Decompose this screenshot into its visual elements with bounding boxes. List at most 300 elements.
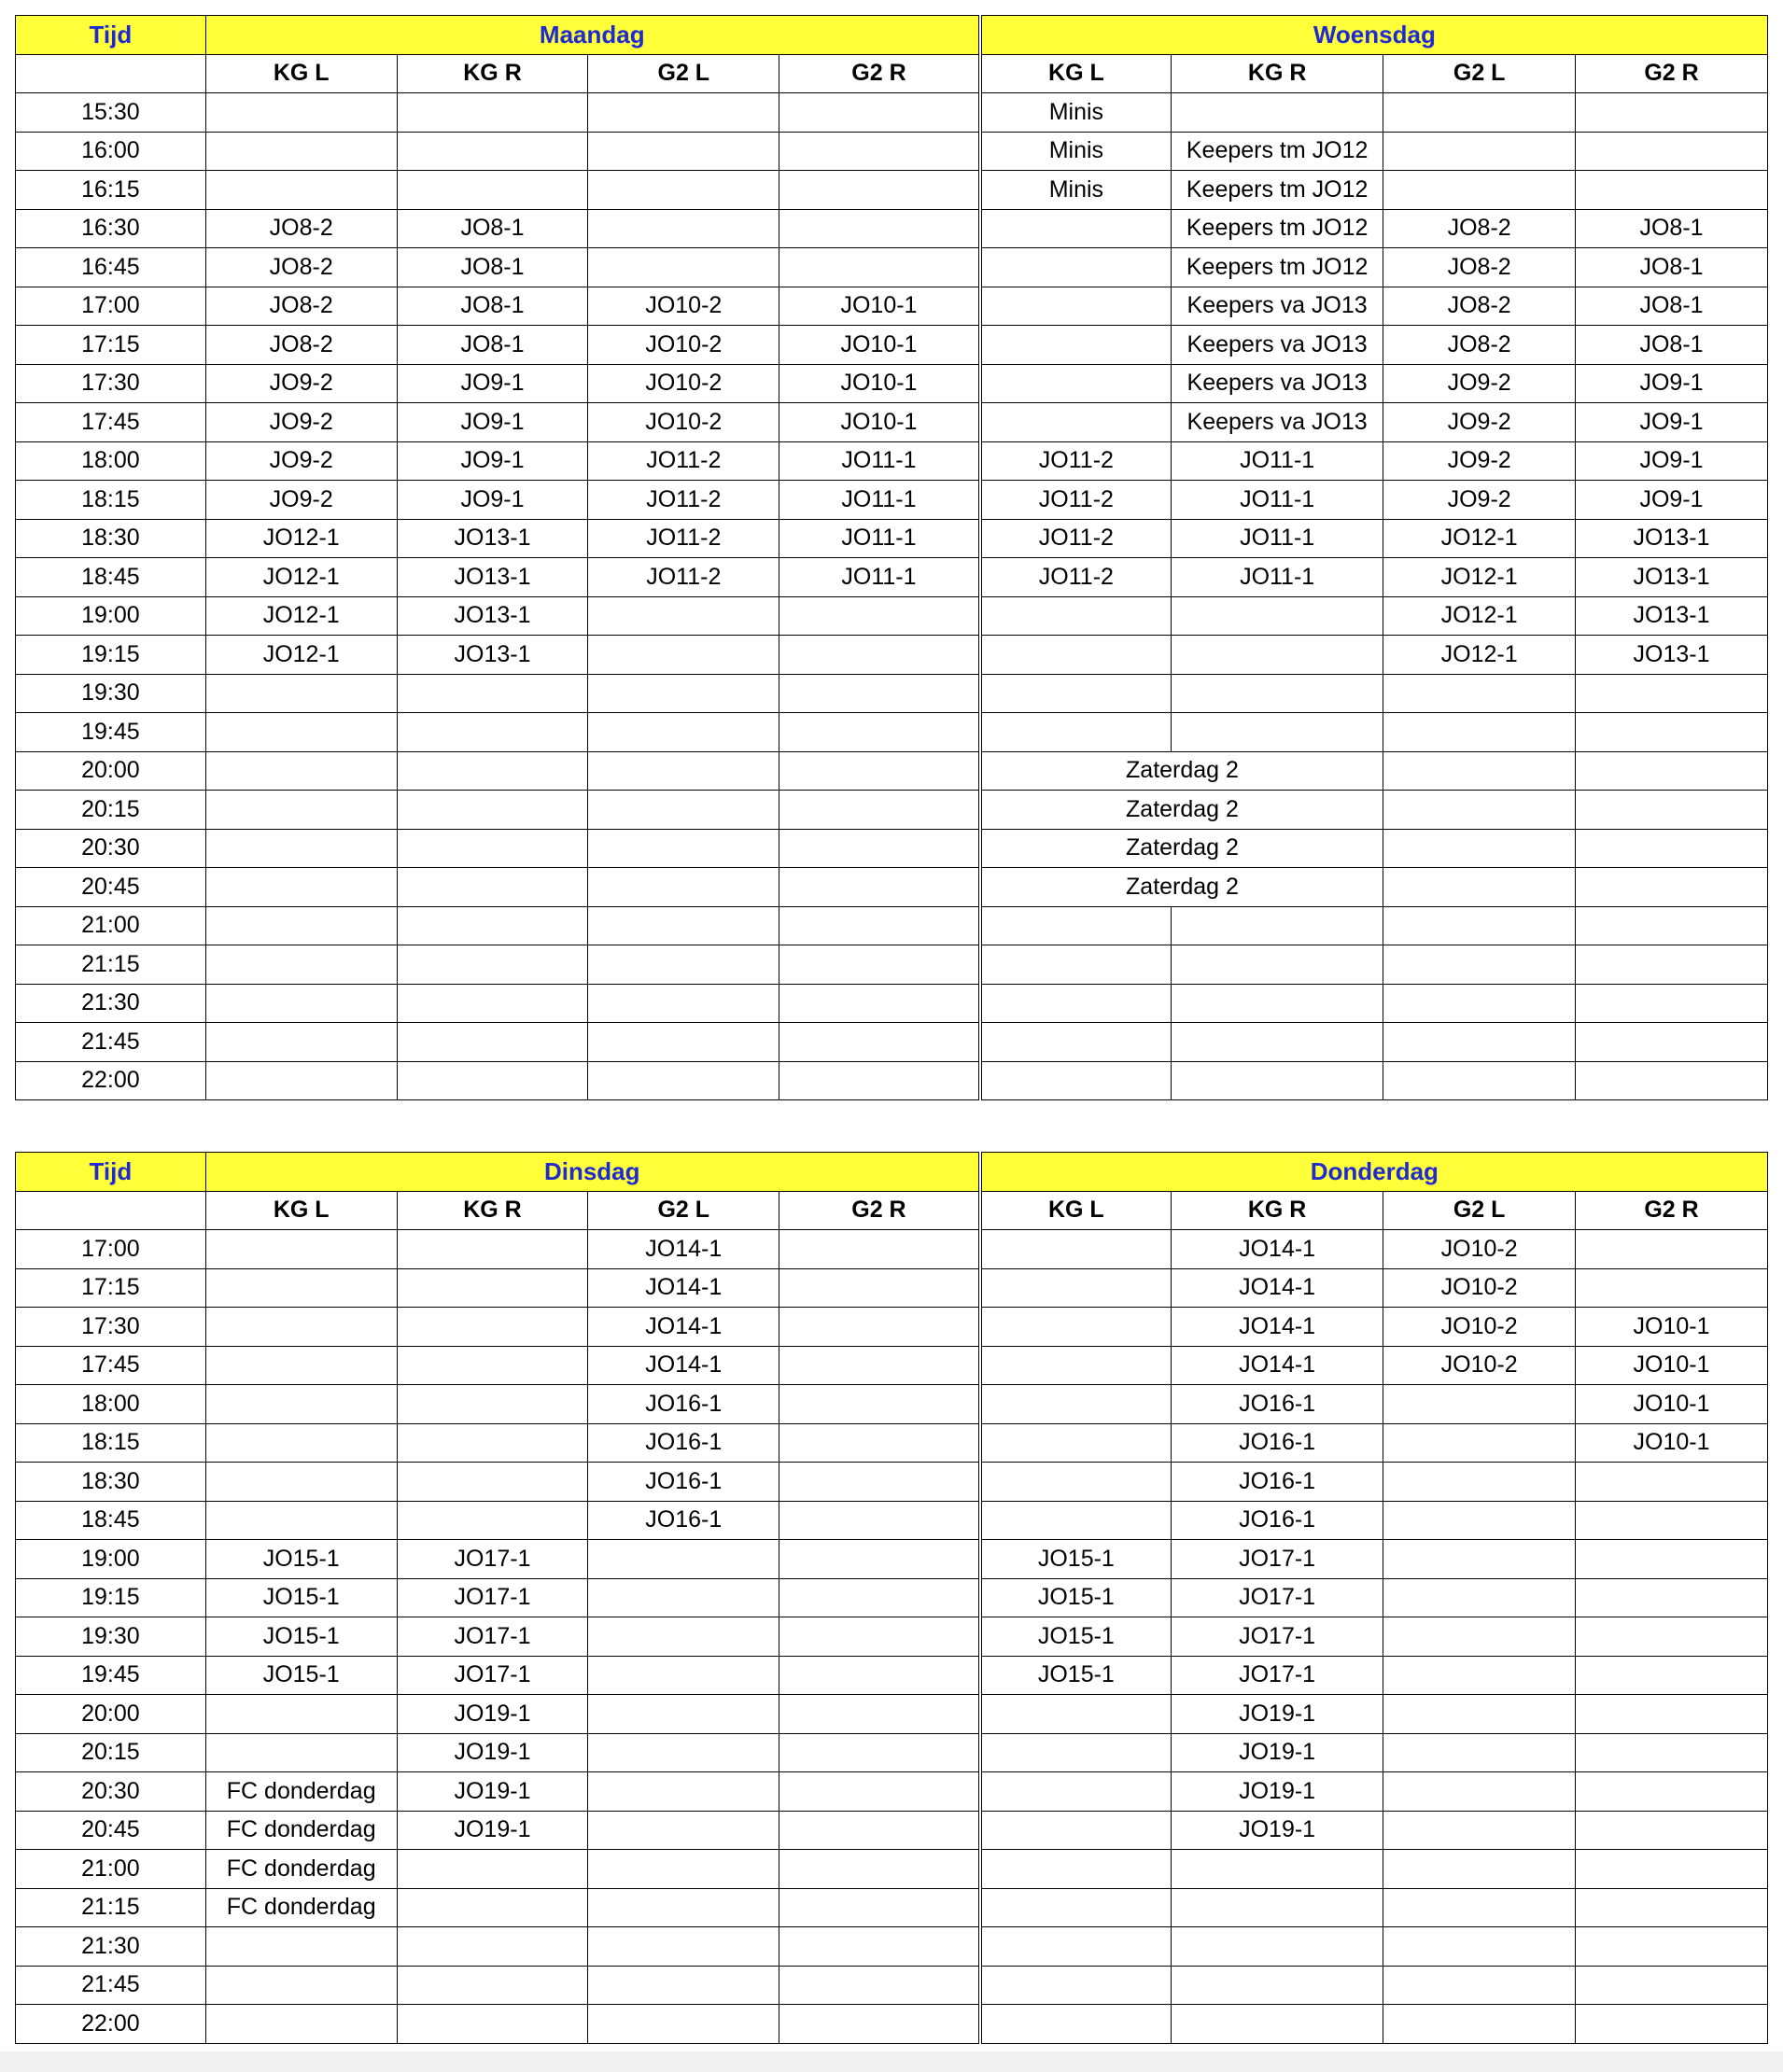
schedule-cell[interactable]: JO12-1 [205, 519, 397, 558]
schedule-cell[interactable]: JO11-2 [980, 441, 1172, 481]
schedule-cell[interactable] [779, 1927, 980, 1967]
schedule-cell[interactable]: JO19-1 [1171, 1811, 1383, 1850]
schedule-cell[interactable] [397, 1463, 588, 1502]
schedule-cell[interactable] [779, 906, 980, 945]
schedule-cell[interactable] [397, 2005, 588, 2044]
schedule-cell[interactable]: JO19-1 [1171, 1772, 1383, 1812]
schedule-cell[interactable] [1576, 945, 1768, 985]
schedule-cell[interactable] [980, 1230, 1172, 1269]
schedule-cell[interactable]: JO17-1 [397, 1656, 588, 1695]
schedule-cell[interactable]: Keepers tm JO12 [1172, 132, 1383, 171]
schedule-cell[interactable]: JO17-1 [397, 1578, 588, 1617]
time-cell[interactable]: 22:00 [16, 2005, 206, 2044]
time-cell[interactable]: 21:30 [16, 1927, 206, 1967]
schedule-cell[interactable] [779, 171, 980, 210]
schedule-cell[interactable] [588, 906, 779, 945]
schedule-cell[interactable]: JO9-1 [1576, 403, 1768, 442]
schedule-cell[interactable] [980, 1023, 1172, 1062]
schedule-cell[interactable]: JO8-2 [1383, 248, 1576, 287]
schedule-cell[interactable] [1576, 1772, 1768, 1812]
schedule-cell[interactable] [980, 364, 1172, 403]
schedule-cell[interactable]: FC donderdag [205, 1888, 397, 1927]
schedule-cell[interactable] [1576, 791, 1768, 830]
schedule-cell[interactable] [588, 829, 779, 868]
schedule-cell[interactable] [779, 984, 980, 1023]
schedule-cell[interactable]: Minis [980, 171, 1172, 210]
schedule-cell[interactable]: JO19-1 [397, 1695, 588, 1734]
time-cell[interactable]: 21:15 [16, 945, 206, 985]
schedule-cell[interactable]: Keepers tm JO12 [1172, 209, 1383, 248]
schedule-cell[interactable] [588, 1888, 779, 1927]
schedule-cell[interactable] [1383, 1463, 1576, 1502]
schedule-cell[interactable]: JO13-1 [397, 636, 588, 675]
time-cell[interactable]: 17:30 [16, 1308, 206, 1347]
time-cell[interactable]: 19:15 [16, 636, 206, 675]
schedule-cell[interactable]: JO13-1 [397, 596, 588, 636]
schedule-cell[interactable] [205, 713, 397, 752]
schedule-cell[interactable]: JO11-1 [779, 441, 980, 481]
schedule-cell[interactable]: JO10-1 [1576, 1308, 1768, 1347]
schedule-cell[interactable] [1576, 1695, 1768, 1734]
schedule-cell[interactable] [1383, 1385, 1576, 1424]
schedule-cell[interactable]: FC donderdag [205, 1850, 397, 1889]
schedule-cell[interactable] [588, 2005, 779, 2044]
schedule-cell[interactable] [980, 1772, 1172, 1812]
schedule-cell[interactable] [779, 1811, 980, 1850]
schedule-cell[interactable] [980, 1308, 1172, 1347]
schedule-cell[interactable]: Keepers va JO13 [1172, 364, 1383, 403]
day-header-right[interactable]: Donderdag [980, 1153, 1768, 1192]
schedule-cell[interactable] [1383, 713, 1576, 752]
schedule-cell[interactable]: Zaterdag 2 [980, 829, 1383, 868]
schedule-cell[interactable] [1576, 1811, 1768, 1850]
column-header-cell[interactable]: KG L [205, 1191, 397, 1230]
schedule-cell[interactable] [205, 868, 397, 907]
schedule-cell[interactable] [779, 1733, 980, 1772]
schedule-cell[interactable] [980, 326, 1172, 365]
schedule-cell[interactable] [1383, 2005, 1576, 2044]
schedule-cell[interactable] [397, 1501, 588, 1540]
schedule-cell[interactable] [397, 132, 588, 171]
schedule-cell[interactable]: JO11-1 [779, 519, 980, 558]
schedule-cell[interactable] [588, 1656, 779, 1695]
schedule-cell[interactable] [588, 751, 779, 791]
schedule-cell[interactable] [779, 93, 980, 133]
schedule-cell[interactable]: JO14-1 [588, 1268, 779, 1308]
schedule-cell[interactable] [779, 132, 980, 171]
schedule-cell[interactable]: JO10-2 [1383, 1230, 1576, 1269]
schedule-cell[interactable] [779, 1385, 980, 1424]
schedule-cell[interactable]: Keepers tm JO12 [1172, 248, 1383, 287]
schedule-cell[interactable] [205, 1308, 397, 1347]
schedule-cell[interactable] [1383, 1423, 1576, 1463]
schedule-cell[interactable] [779, 1656, 980, 1695]
schedule-cell[interactable] [205, 1695, 397, 1734]
schedule-cell[interactable] [205, 829, 397, 868]
schedule-cell[interactable]: JO12-1 [1383, 519, 1576, 558]
schedule-cell[interactable] [588, 1695, 779, 1734]
schedule-cell[interactable] [205, 132, 397, 171]
schedule-cell[interactable] [779, 1966, 980, 2005]
schedule-cell[interactable] [980, 248, 1172, 287]
schedule-cell[interactable] [588, 1617, 779, 1657]
column-header-empty[interactable] [16, 54, 206, 93]
schedule-cell[interactable]: JO13-1 [1576, 558, 1768, 597]
time-cell[interactable]: 20:15 [16, 791, 206, 830]
schedule-cell[interactable] [980, 1966, 1172, 2005]
schedule-cell[interactable] [397, 1385, 588, 1424]
schedule-cell[interactable] [779, 791, 980, 830]
time-cell[interactable]: 19:00 [16, 596, 206, 636]
schedule-cell[interactable]: JO13-1 [1576, 636, 1768, 675]
column-header-cell[interactable]: KG L [980, 54, 1172, 93]
time-cell[interactable]: 20:00 [16, 751, 206, 791]
schedule-cell[interactable] [205, 1061, 397, 1100]
schedule-cell[interactable]: JO12-1 [205, 636, 397, 675]
time-cell[interactable]: 17:15 [16, 1268, 206, 1308]
column-header-cell[interactable]: G2 L [1383, 1191, 1576, 1230]
schedule-cell[interactable]: JO19-1 [397, 1811, 588, 1850]
schedule-cell[interactable] [779, 829, 980, 868]
schedule-cell[interactable] [205, 171, 397, 210]
schedule-cell[interactable]: JO8-1 [1576, 287, 1768, 326]
schedule-cell[interactable] [980, 1850, 1172, 1889]
schedule-cell[interactable]: JO17-1 [397, 1540, 588, 1579]
schedule-cell[interactable]: JO19-1 [397, 1772, 588, 1812]
schedule-cell[interactable] [1383, 751, 1576, 791]
schedule-cell[interactable]: JO11-1 [779, 558, 980, 597]
column-header-cell[interactable]: KG R [397, 1191, 588, 1230]
schedule-cell[interactable] [1576, 132, 1768, 171]
schedule-cell[interactable]: Minis [980, 93, 1172, 133]
schedule-cell[interactable] [779, 945, 980, 985]
schedule-cell[interactable] [588, 1772, 779, 1812]
schedule-cell[interactable] [205, 2005, 397, 2044]
schedule-cell[interactable]: JO8-1 [397, 209, 588, 248]
schedule-cell[interactable] [1171, 1888, 1383, 1927]
schedule-cell[interactable]: JO8-1 [397, 248, 588, 287]
schedule-cell[interactable]: JO8-2 [205, 248, 397, 287]
schedule-cell[interactable] [397, 751, 588, 791]
schedule-cell[interactable] [588, 1061, 779, 1100]
schedule-cell[interactable] [588, 1023, 779, 1062]
schedule-cell[interactable]: JO16-1 [588, 1423, 779, 1463]
time-cell[interactable]: 17:00 [16, 1230, 206, 1269]
schedule-cell[interactable] [779, 868, 980, 907]
schedule-cell[interactable] [1576, 1268, 1768, 1308]
schedule-cell[interactable]: Keepers va JO13 [1172, 287, 1383, 326]
schedule-cell[interactable]: JO10-1 [1576, 1385, 1768, 1424]
schedule-cell[interactable] [779, 1695, 980, 1734]
schedule-cell[interactable] [205, 1927, 397, 1967]
schedule-cell[interactable] [1576, 1927, 1768, 1967]
schedule-cell[interactable] [980, 1927, 1172, 1967]
schedule-cell[interactable]: JO11-2 [588, 441, 779, 481]
schedule-cell[interactable] [779, 1578, 980, 1617]
schedule-cell[interactable]: JO9-1 [1576, 441, 1768, 481]
column-header-cell[interactable]: G2 R [1576, 1191, 1768, 1230]
schedule-cell[interactable]: JO11-2 [588, 481, 779, 520]
schedule-cell[interactable]: JO9-1 [397, 481, 588, 520]
schedule-cell[interactable] [397, 984, 588, 1023]
schedule-cell[interactable] [588, 868, 779, 907]
schedule-cell[interactable] [1172, 945, 1383, 985]
schedule-cell[interactable] [205, 1385, 397, 1424]
schedule-cell[interactable] [1172, 93, 1383, 133]
time-cell[interactable]: 16:15 [16, 171, 206, 210]
schedule-cell[interactable] [205, 1733, 397, 1772]
day-header-left[interactable]: Dinsdag [205, 1153, 979, 1192]
schedule-cell[interactable] [205, 906, 397, 945]
schedule-cell[interactable] [779, 674, 980, 713]
schedule-cell[interactable] [1171, 2005, 1383, 2044]
schedule-cell[interactable]: JO8-2 [205, 209, 397, 248]
schedule-cell[interactable] [779, 1230, 980, 1269]
schedule-cell[interactable] [588, 209, 779, 248]
schedule-cell[interactable] [397, 171, 588, 210]
time-cell[interactable]: 20:45 [16, 1811, 206, 1850]
schedule-cell[interactable]: JO19-1 [397, 1733, 588, 1772]
schedule-cell[interactable]: JO8-2 [1383, 209, 1576, 248]
schedule-cell[interactable] [1383, 945, 1576, 985]
schedule-cell[interactable] [1576, 1966, 1768, 2005]
schedule-cell[interactable] [1576, 1888, 1768, 1927]
time-cell[interactable]: 21:00 [16, 906, 206, 945]
schedule-cell[interactable]: JO8-1 [1576, 248, 1768, 287]
schedule-cell[interactable] [1172, 1023, 1383, 1062]
column-header-cell[interactable]: KG L [205, 54, 397, 93]
time-cell[interactable]: 20:15 [16, 1733, 206, 1772]
time-header-cell[interactable]: Tijd [16, 1153, 206, 1192]
schedule-cell[interactable] [205, 1463, 397, 1502]
schedule-cell[interactable] [1383, 1061, 1576, 1100]
column-header-cell[interactable]: KG R [1172, 54, 1383, 93]
schedule-cell[interactable]: JO11-2 [980, 519, 1172, 558]
schedule-cell[interactable] [205, 1966, 397, 2005]
time-cell[interactable]: 18:15 [16, 1423, 206, 1463]
schedule-cell[interactable]: Zaterdag 2 [980, 868, 1383, 907]
time-cell[interactable]: 17:45 [16, 403, 206, 442]
schedule-cell[interactable] [1576, 1463, 1768, 1502]
schedule-cell[interactable] [1576, 1023, 1768, 1062]
schedule-cell[interactable]: JO19-1 [1171, 1695, 1383, 1734]
schedule-cell[interactable] [779, 248, 980, 287]
schedule-cell[interactable]: JO10-2 [588, 403, 779, 442]
schedule-cell[interactable] [1576, 1733, 1768, 1772]
schedule-cell[interactable] [397, 674, 588, 713]
schedule-cell[interactable] [397, 791, 588, 830]
time-cell[interactable]: 18:00 [16, 441, 206, 481]
schedule-cell[interactable] [980, 984, 1172, 1023]
schedule-cell[interactable]: JO14-1 [588, 1230, 779, 1269]
schedule-cell[interactable] [588, 1811, 779, 1850]
schedule-cell[interactable] [1383, 171, 1576, 210]
schedule-cell[interactable] [397, 93, 588, 133]
schedule-cell[interactable] [1172, 674, 1383, 713]
schedule-cell[interactable] [980, 1463, 1172, 1502]
time-cell[interactable]: 18:30 [16, 1463, 206, 1502]
time-cell[interactable]: 20:45 [16, 868, 206, 907]
time-cell[interactable]: 18:00 [16, 1385, 206, 1424]
schedule-cell[interactable] [779, 1268, 980, 1308]
day-header-right[interactable]: Woensdag [980, 16, 1768, 55]
column-header-cell[interactable]: G2 L [588, 1191, 779, 1230]
column-header-empty[interactable] [16, 1191, 206, 1230]
schedule-cell[interactable]: JO8-2 [205, 287, 397, 326]
schedule-cell[interactable] [779, 1540, 980, 1579]
schedule-cell[interactable] [588, 674, 779, 713]
schedule-cell[interactable] [1383, 1888, 1576, 1927]
schedule-cell[interactable]: JO9-2 [1383, 364, 1576, 403]
schedule-cell[interactable] [1171, 1927, 1383, 1967]
schedule-cell[interactable]: FC donderdag [205, 1772, 397, 1812]
time-cell[interactable]: 17:15 [16, 326, 206, 365]
schedule-cell[interactable]: JO11-2 [980, 481, 1172, 520]
schedule-cell[interactable] [980, 2005, 1172, 2044]
schedule-cell[interactable]: Zaterdag 2 [980, 751, 1383, 791]
schedule-cell[interactable]: JO9-2 [205, 364, 397, 403]
schedule-cell[interactable]: Keepers va JO13 [1172, 403, 1383, 442]
schedule-cell[interactable]: JO11-1 [1172, 519, 1383, 558]
schedule-cell[interactable] [1576, 2005, 1768, 2044]
schedule-cell[interactable] [588, 791, 779, 830]
schedule-cell[interactable]: JO17-1 [1171, 1617, 1383, 1657]
schedule-cell[interactable]: JO11-2 [588, 519, 779, 558]
schedule-cell[interactable] [588, 636, 779, 675]
schedule-cell[interactable] [1171, 1850, 1383, 1889]
column-header-cell[interactable]: G2 L [1383, 54, 1576, 93]
schedule-cell[interactable] [1576, 1578, 1768, 1617]
schedule-cell[interactable]: JO8-2 [1383, 326, 1576, 365]
schedule-cell[interactable]: JO9-1 [397, 364, 588, 403]
schedule-cell[interactable] [980, 906, 1172, 945]
schedule-cell[interactable] [779, 636, 980, 675]
schedule-cell[interactable] [205, 791, 397, 830]
time-cell[interactable]: 21:15 [16, 1888, 206, 1927]
time-cell[interactable]: 16:00 [16, 132, 206, 171]
schedule-cell[interactable] [1576, 906, 1768, 945]
schedule-cell[interactable] [1383, 1966, 1576, 2005]
schedule-cell[interactable] [1576, 1061, 1768, 1100]
schedule-cell[interactable] [1383, 1927, 1576, 1967]
schedule-cell[interactable]: JO8-1 [397, 287, 588, 326]
schedule-cell[interactable]: JO9-2 [205, 403, 397, 442]
schedule-cell[interactable]: JO16-1 [588, 1501, 779, 1540]
time-cell[interactable]: 20:30 [16, 829, 206, 868]
schedule-cell[interactable] [980, 674, 1172, 713]
schedule-cell[interactable] [1383, 93, 1576, 133]
time-cell[interactable]: 18:45 [16, 558, 206, 597]
schedule-cell[interactable] [980, 403, 1172, 442]
schedule-cell[interactable]: JO11-1 [779, 481, 980, 520]
schedule-cell[interactable]: JO15-1 [205, 1656, 397, 1695]
schedule-cell[interactable] [1383, 1695, 1576, 1734]
schedule-cell[interactable] [397, 1308, 588, 1347]
schedule-cell[interactable] [1172, 596, 1383, 636]
schedule-cell[interactable]: JO16-1 [1171, 1423, 1383, 1463]
schedule-cell[interactable]: Zaterdag 2 [980, 791, 1383, 830]
schedule-cell[interactable]: JO15-1 [205, 1540, 397, 1579]
schedule-cell[interactable] [980, 713, 1172, 752]
schedule-cell[interactable] [1576, 1850, 1768, 1889]
schedule-cell[interactable] [1172, 713, 1383, 752]
schedule-cell[interactable]: JO11-2 [980, 558, 1172, 597]
column-header-cell[interactable]: G2 R [779, 1191, 980, 1230]
schedule-cell[interactable]: JO8-1 [1576, 209, 1768, 248]
schedule-cell[interactable]: JO16-1 [588, 1385, 779, 1424]
schedule-cell[interactable] [205, 1501, 397, 1540]
time-cell[interactable]: 19:45 [16, 713, 206, 752]
schedule-cell[interactable] [779, 1463, 980, 1502]
schedule-cell[interactable] [1383, 1617, 1576, 1657]
schedule-cell[interactable] [205, 1023, 397, 1062]
schedule-cell[interactable]: JO12-1 [1383, 596, 1576, 636]
schedule-cell[interactable] [980, 1811, 1172, 1850]
schedule-cell[interactable]: JO13-1 [1576, 596, 1768, 636]
schedule-cell[interactable] [980, 287, 1172, 326]
schedule-cell[interactable]: JO9-2 [205, 481, 397, 520]
schedule-cell[interactable] [1576, 829, 1768, 868]
schedule-cell[interactable] [1172, 906, 1383, 945]
schedule-cell[interactable] [779, 751, 980, 791]
schedule-cell[interactable]: JO15-1 [205, 1617, 397, 1657]
schedule-cell[interactable] [588, 248, 779, 287]
schedule-cell[interactable]: Minis [980, 132, 1172, 171]
time-cell[interactable]: 15:30 [16, 93, 206, 133]
schedule-cell[interactable]: JO8-1 [1576, 326, 1768, 365]
schedule-cell[interactable] [1576, 674, 1768, 713]
column-header-cell[interactable]: G2 L [588, 54, 779, 93]
schedule-cell[interactable]: JO19-1 [1171, 1733, 1383, 1772]
schedule-cell[interactable] [588, 171, 779, 210]
time-cell[interactable]: 19:00 [16, 1540, 206, 1579]
schedule-cell[interactable] [980, 945, 1172, 985]
schedule-cell[interactable] [1576, 1540, 1768, 1579]
schedule-cell[interactable] [1576, 171, 1768, 210]
schedule-cell[interactable]: JO9-1 [397, 403, 588, 442]
schedule-cell[interactable] [588, 1850, 779, 1889]
schedule-cell[interactable]: JO10-2 [1383, 1346, 1576, 1385]
schedule-cell[interactable]: JO10-1 [779, 326, 980, 365]
schedule-cell[interactable] [779, 596, 980, 636]
schedule-cell[interactable]: JO16-1 [1171, 1463, 1383, 1502]
schedule-cell[interactable]: JO10-1 [779, 287, 980, 326]
schedule-cell[interactable]: JO15-1 [980, 1540, 1172, 1579]
schedule-cell[interactable]: JO10-2 [588, 364, 779, 403]
schedule-cell[interactable]: JO14-1 [588, 1346, 779, 1385]
schedule-cell[interactable]: JO10-1 [779, 403, 980, 442]
schedule-cell[interactable] [779, 1423, 980, 1463]
schedule-cell[interactable] [588, 1966, 779, 2005]
schedule-cell[interactable] [1383, 829, 1576, 868]
schedule-cell[interactable] [1383, 1540, 1576, 1579]
schedule-cell[interactable] [980, 1061, 1172, 1100]
schedule-cell[interactable]: JO10-2 [588, 326, 779, 365]
schedule-cell[interactable] [1383, 1023, 1576, 1062]
schedule-cell[interactable] [205, 1423, 397, 1463]
schedule-cell[interactable] [588, 945, 779, 985]
schedule-cell[interactable]: JO10-2 [588, 287, 779, 326]
schedule-cell[interactable] [779, 1888, 980, 1927]
time-cell[interactable]: 21:45 [16, 1966, 206, 2005]
schedule-cell[interactable] [779, 1308, 980, 1347]
schedule-cell[interactable] [1576, 751, 1768, 791]
schedule-cell[interactable] [1576, 93, 1768, 133]
column-header-cell[interactable]: G2 R [779, 54, 980, 93]
schedule-cell[interactable] [779, 1061, 980, 1100]
schedule-cell[interactable] [779, 713, 980, 752]
schedule-cell[interactable] [779, 209, 980, 248]
